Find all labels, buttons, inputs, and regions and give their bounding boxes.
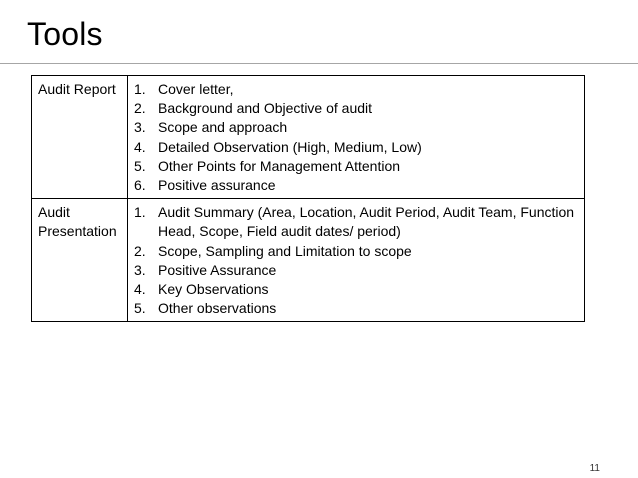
row-label: Audit Presentation xyxy=(32,199,128,322)
list-item-number: 4. xyxy=(134,138,146,155)
slide-title: Tools xyxy=(27,16,103,52)
list-item-number: 6. xyxy=(134,177,146,194)
slide-number: 11 xyxy=(589,463,600,474)
table-row-audit-report xyxy=(32,76,585,199)
table-row-audit-presentation xyxy=(32,199,585,322)
list-item xyxy=(134,138,578,157)
list-item-number: 3. xyxy=(134,119,146,136)
list-item-text: Cover letter, xyxy=(158,81,234,97)
list-item-number: 2. xyxy=(134,242,146,259)
list-item xyxy=(134,157,578,176)
list-item xyxy=(134,299,578,318)
list-item-number: 5. xyxy=(134,300,146,317)
list-item-text: Detailed Observation (High, Medium, Low) xyxy=(158,138,422,155)
title-divider xyxy=(0,63,638,64)
list-item-number: 1. xyxy=(134,81,146,97)
list-item xyxy=(134,176,578,195)
list-item-text: Key Observations xyxy=(158,281,269,298)
list-item-number: 4. xyxy=(134,281,146,298)
row-items-cell xyxy=(128,76,585,199)
list-item-number: 1. xyxy=(134,204,146,221)
list-item-text: Positive Assurance xyxy=(158,261,277,278)
list-item xyxy=(134,280,578,299)
row-items-cell xyxy=(128,199,585,322)
row-label: Audit Report xyxy=(32,76,128,199)
list-item-text: Background and Objective of audit xyxy=(158,100,373,117)
list-item-text: Scope, Sampling and Limitation to scope xyxy=(158,242,412,259)
list-item-text: Scope and approach xyxy=(158,119,288,136)
list-item-text: Other observations xyxy=(158,300,277,317)
list-item xyxy=(134,242,578,261)
list-item-number: 5. xyxy=(134,157,146,174)
list-item-number: 2. xyxy=(134,100,146,117)
tools-table xyxy=(31,75,585,322)
list-item-text: Other Points for Management Attention xyxy=(158,157,401,174)
audit-report-list xyxy=(134,80,578,195)
list-item-text: Positive assurance xyxy=(158,177,276,194)
list-item-text: Audit Summary (Area, Location, Audit Period, Audit Team, Function Head, Scope, Field audit dates/ period) xyxy=(158,204,575,240)
list-item xyxy=(134,80,578,99)
list-item xyxy=(134,118,578,137)
list-item-number: 3. xyxy=(134,261,146,278)
list-item xyxy=(134,203,578,241)
list-item xyxy=(134,99,578,118)
list-item xyxy=(134,261,578,280)
audit-presentation-list xyxy=(134,203,578,318)
